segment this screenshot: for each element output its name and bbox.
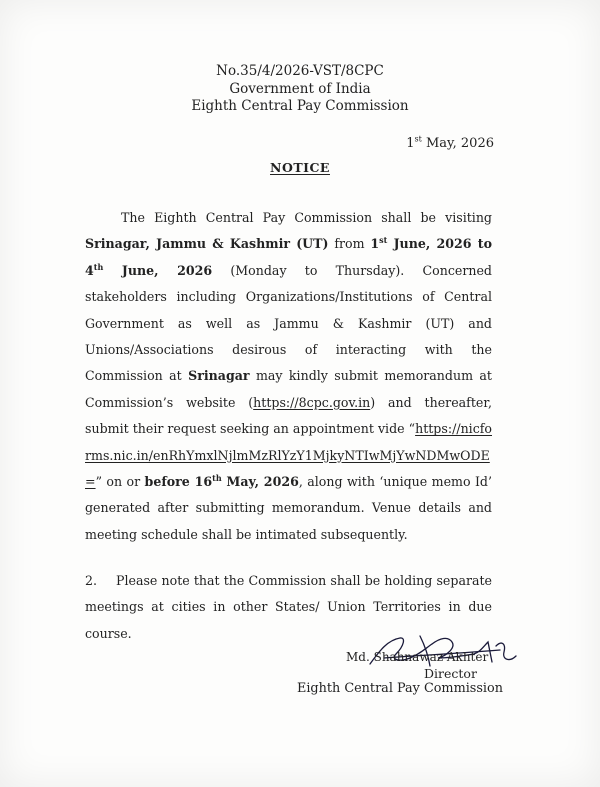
- date-rest: May, 2026: [421, 136, 494, 151]
- p2-text: Please note that the Commission shall be holding separate meetings at cities in other States/ Union Territories in due course.: [85, 573, 492, 641]
- p1-text-1: The Eighth Central Pay Commission shall be visiting: [121, 210, 492, 225]
- date-suffix: st: [414, 134, 422, 144]
- paragraph-1: [85, 205, 492, 548]
- notice-date: [406, 136, 494, 151]
- website-link[interactable]: https://8cpc.gov.in: [253, 394, 371, 410]
- p1-text-4: may kindly submit memorandum at Commission’s website (: [85, 368, 492, 410]
- p1-date-mid: June, 2026 to 4: [85, 236, 492, 278]
- reference-number: No.35/4/2026-VST/8CPC: [216, 63, 384, 79]
- p1-deadline-suffix: th: [212, 472, 222, 483]
- date-day: 1: [406, 136, 415, 151]
- commission-line: Eighth Central Pay Commission: [191, 98, 409, 114]
- p1-text-6: ” on or: [95, 474, 145, 490]
- p1-bold-city: Srinagar: [188, 368, 250, 384]
- p1-date-start: 1: [370, 236, 380, 252]
- p1-deadline-b: May, 2026: [221, 474, 299, 490]
- p1-bold-deadline: [145, 474, 299, 489]
- nicforms-link[interactable]: https://nicforms.nic.in/enRhYmxlNjlmMzRlYzY1MjkyNTIwMjYwNDMwODE=: [85, 421, 492, 490]
- p1-date-end: June, 2026: [103, 262, 213, 278]
- p2-number: 2.: [85, 573, 98, 588]
- p1-text-3: (Monday to Thursday). Concerned stakeholders including Organizations/Institutions of Central Government as well as Jammu & Kashmir (UT) and Unions/Associations desirous of interacting with the Commission at: [85, 262, 492, 384]
- signatory-designation: Director: [424, 666, 477, 681]
- p1-date-start-suffix: st: [379, 235, 388, 246]
- signatory-organization: Eighth Central Pay Commission: [297, 681, 503, 696]
- p1-text-2: from: [328, 236, 371, 252]
- p1-text-7: , along with ‘unique memo Id’ generated after submitting memorandum. Venue details and meeting schedule shall be intimated subsequently.: [85, 474, 492, 542]
- signatory-name: Md. Shahnawaz Akhter: [346, 650, 489, 664]
- notice-title: NOTICE: [270, 160, 330, 175]
- p1-text-5: ) and thereafter, submit their request seeking an appointment vide “: [85, 394, 492, 437]
- notice-heading: [0, 160, 600, 175]
- p1-date-end-suffix: th: [93, 261, 104, 272]
- p1-bold-location: Srinagar, Jammu & Kashmir (UT): [85, 236, 329, 252]
- government-line: Government of India: [229, 81, 371, 97]
- p1-deadline-a: before 16: [144, 474, 213, 490]
